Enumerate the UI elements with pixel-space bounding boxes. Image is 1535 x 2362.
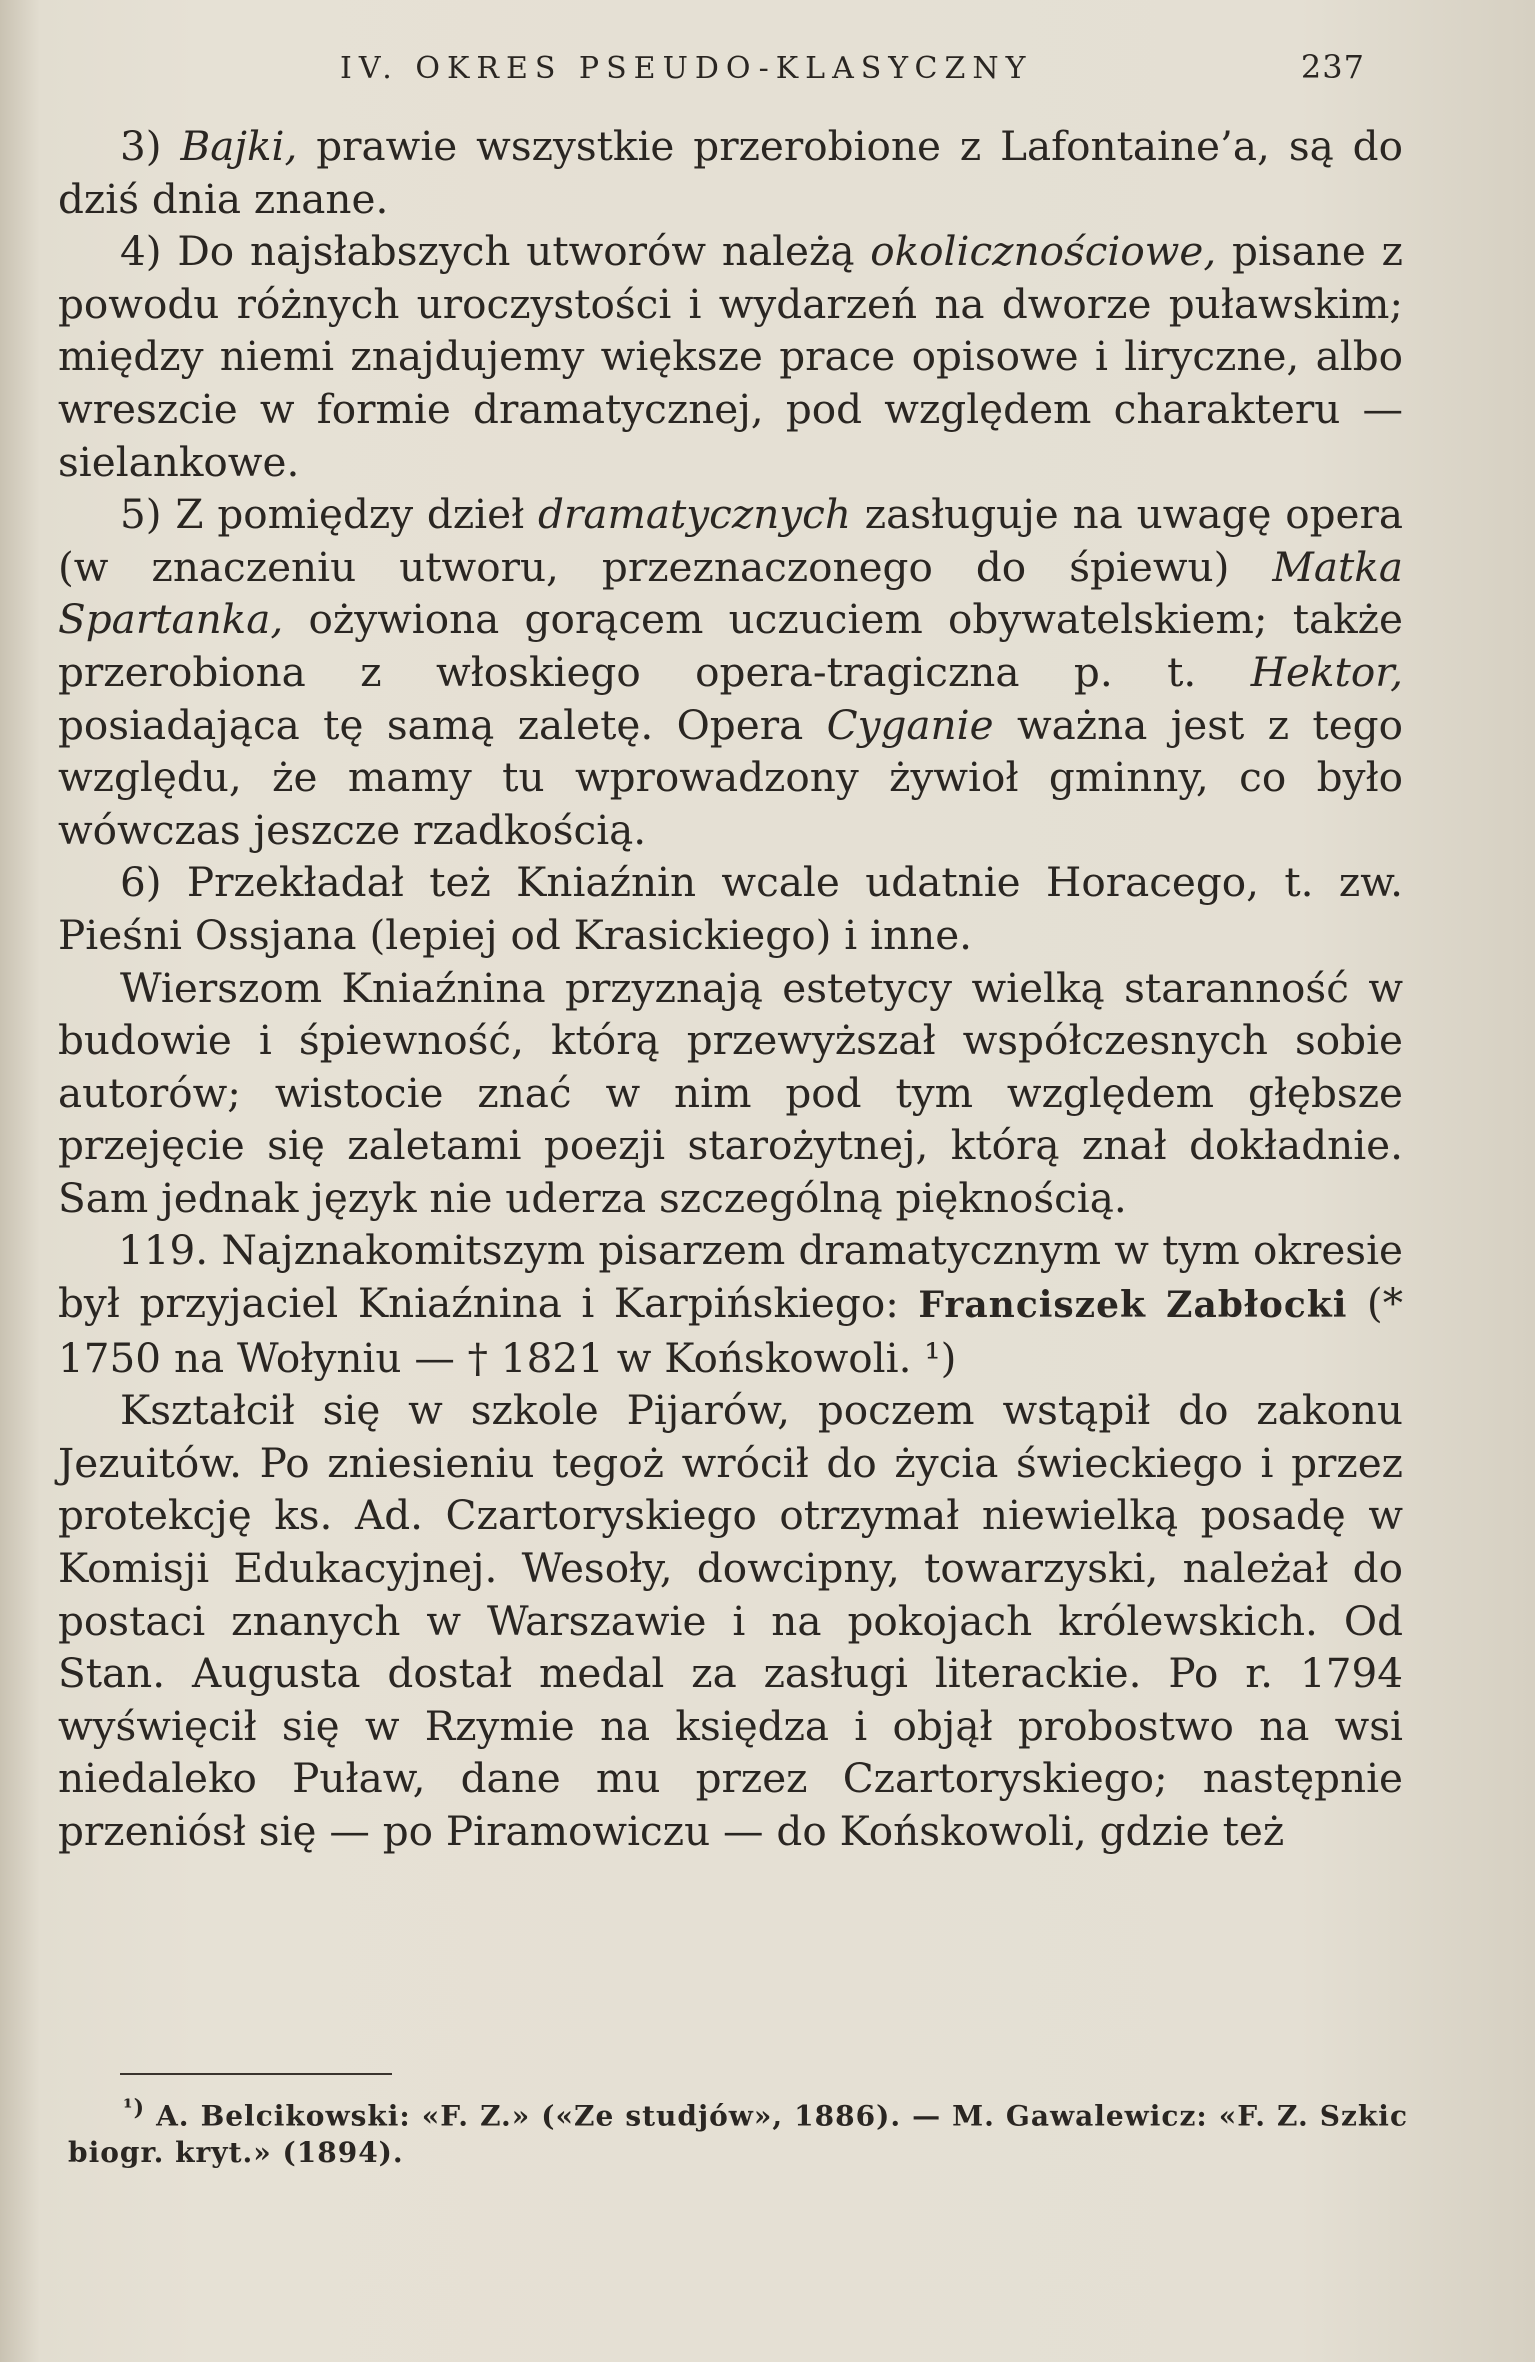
text-run: ożywiona gorącem uczuciem obywatelskiem; także przerobiona z włoskiego opera-tragiczna p. t. — [58, 595, 1403, 696]
page-body — [58, 120, 1403, 1858]
running-title: IV. OKRES PSEUDO-KLASYCZNY — [340, 51, 1033, 86]
text-run: Wierszom Kniaźnina przyznają estetycy wielką staranność w budowie i śpiewność, którą przewyższał współczesnych sobie autorów; wistocie znać w nim pod tym względem głębsze przejęcie się zaletami poezji starożytnej, którą znał dokładnie. Sam jednak język nie uderza szczególną pięknością. — [58, 963, 1403, 1222]
text-run: pisane z powodu różnych uroczystości i wydarzeń na dworze puławskim; między niemi znajdujemy większe prace opisowe i liryczne, albo wreszcie w formie dramatycznej, pod względem charakteru — sielankowe. — [58, 227, 1403, 486]
text-run: prawie wszystkie przerobione z Lafontaine’a, są do dziś dnia znane. — [58, 122, 1403, 223]
text-run: zasługuje na uwagę opera (w znaczeniu utworu, przeznaczonego do śpiewu) — [58, 490, 1403, 591]
footnote — [68, 2090, 1408, 2171]
text-run: ważna jest z tego względu, że mamy tu wprowadzony żywioł gminny, co było wówczas jeszcze rzadkością. — [58, 700, 1403, 854]
page-number: 237 — [1300, 48, 1365, 86]
paragraph-5 — [58, 488, 1403, 856]
footnote-text: A. Belcikowski: «F. Z.» («Ze studjów», 1886). — M. Gawalewicz: «F. Z. Szkic biogr. kryt.» (1894). — [68, 2099, 1408, 2170]
footnote-rule — [120, 2073, 392, 2075]
italic-title: Matka Spartanka, — [58, 542, 1403, 644]
paragraph-6 — [58, 856, 1403, 961]
text-run: 5) Z pomiędzy dzieł — [120, 490, 539, 539]
text-run: 119. Najznakomitszym pisarzem dramatycznym w tym okresie był przyjaciel Kniaźnina i Karpińskiego: — [58, 1226, 1403, 1328]
author-name: Franciszek Zabłocki — [918, 1284, 1348, 1327]
paragraph-4 — [58, 225, 1403, 488]
text-run: Kształcił się w szkole Pijarów, poczem wstąpił do zakonu Jezuitów. Po zniesieniu tegoż wrócił do życia świeckiego i przez protekcję ks. Ad. Czartoryskiego otrzymał niewielką posadę w Komisji Edukacyjnej. Wesoły, dowcipny, towarzyski, należał do postaci znanych w Warszawie i na pokojach królewskich. Od Stan. Augusta dostał medal za zasługi literackie. Po r. 1794 wyświęcił się w Rzymie na księdza i objął probostwo na wsi niedaleko Puław, dane mu przez Czartoryskiego; następnie przeniósł się — po Piramowiczu — do Końskowoli, gdzie też — [58, 1386, 1403, 1855]
text-run: posiadająca tę samą zaletę. Opera — [58, 700, 827, 749]
italic-title: dramatycznych — [538, 490, 851, 539]
paragraph-criticism — [58, 962, 1403, 1225]
italic-title: Hektor, — [1250, 647, 1403, 696]
text-run: 3) — [120, 122, 181, 170]
paragraph-3 — [58, 120, 1403, 225]
footnote-marker: ¹) — [123, 2095, 146, 2121]
running-header — [340, 48, 1365, 86]
text-run: 6) Przekładał też Kniaźnin wcale udatnie Horacego, t. zw. Pieśni Ossjana (lepiej od Krasickiego) i inne. — [58, 858, 1403, 959]
text-run: (* 1750 na Wołyniu — † 1821 w Końskowoli. ¹) — [58, 1279, 1403, 1382]
italic-title: okolicznościowe, — [870, 227, 1217, 276]
paragraph-biography — [58, 1384, 1403, 1857]
paragraph-section-119 — [58, 1224, 1403, 1384]
text-run: 4) Do najsłabszych utworów należą — [120, 227, 871, 276]
italic-title: Cyganie — [826, 700, 994, 749]
italic-title: Bajki, — [180, 122, 298, 170]
